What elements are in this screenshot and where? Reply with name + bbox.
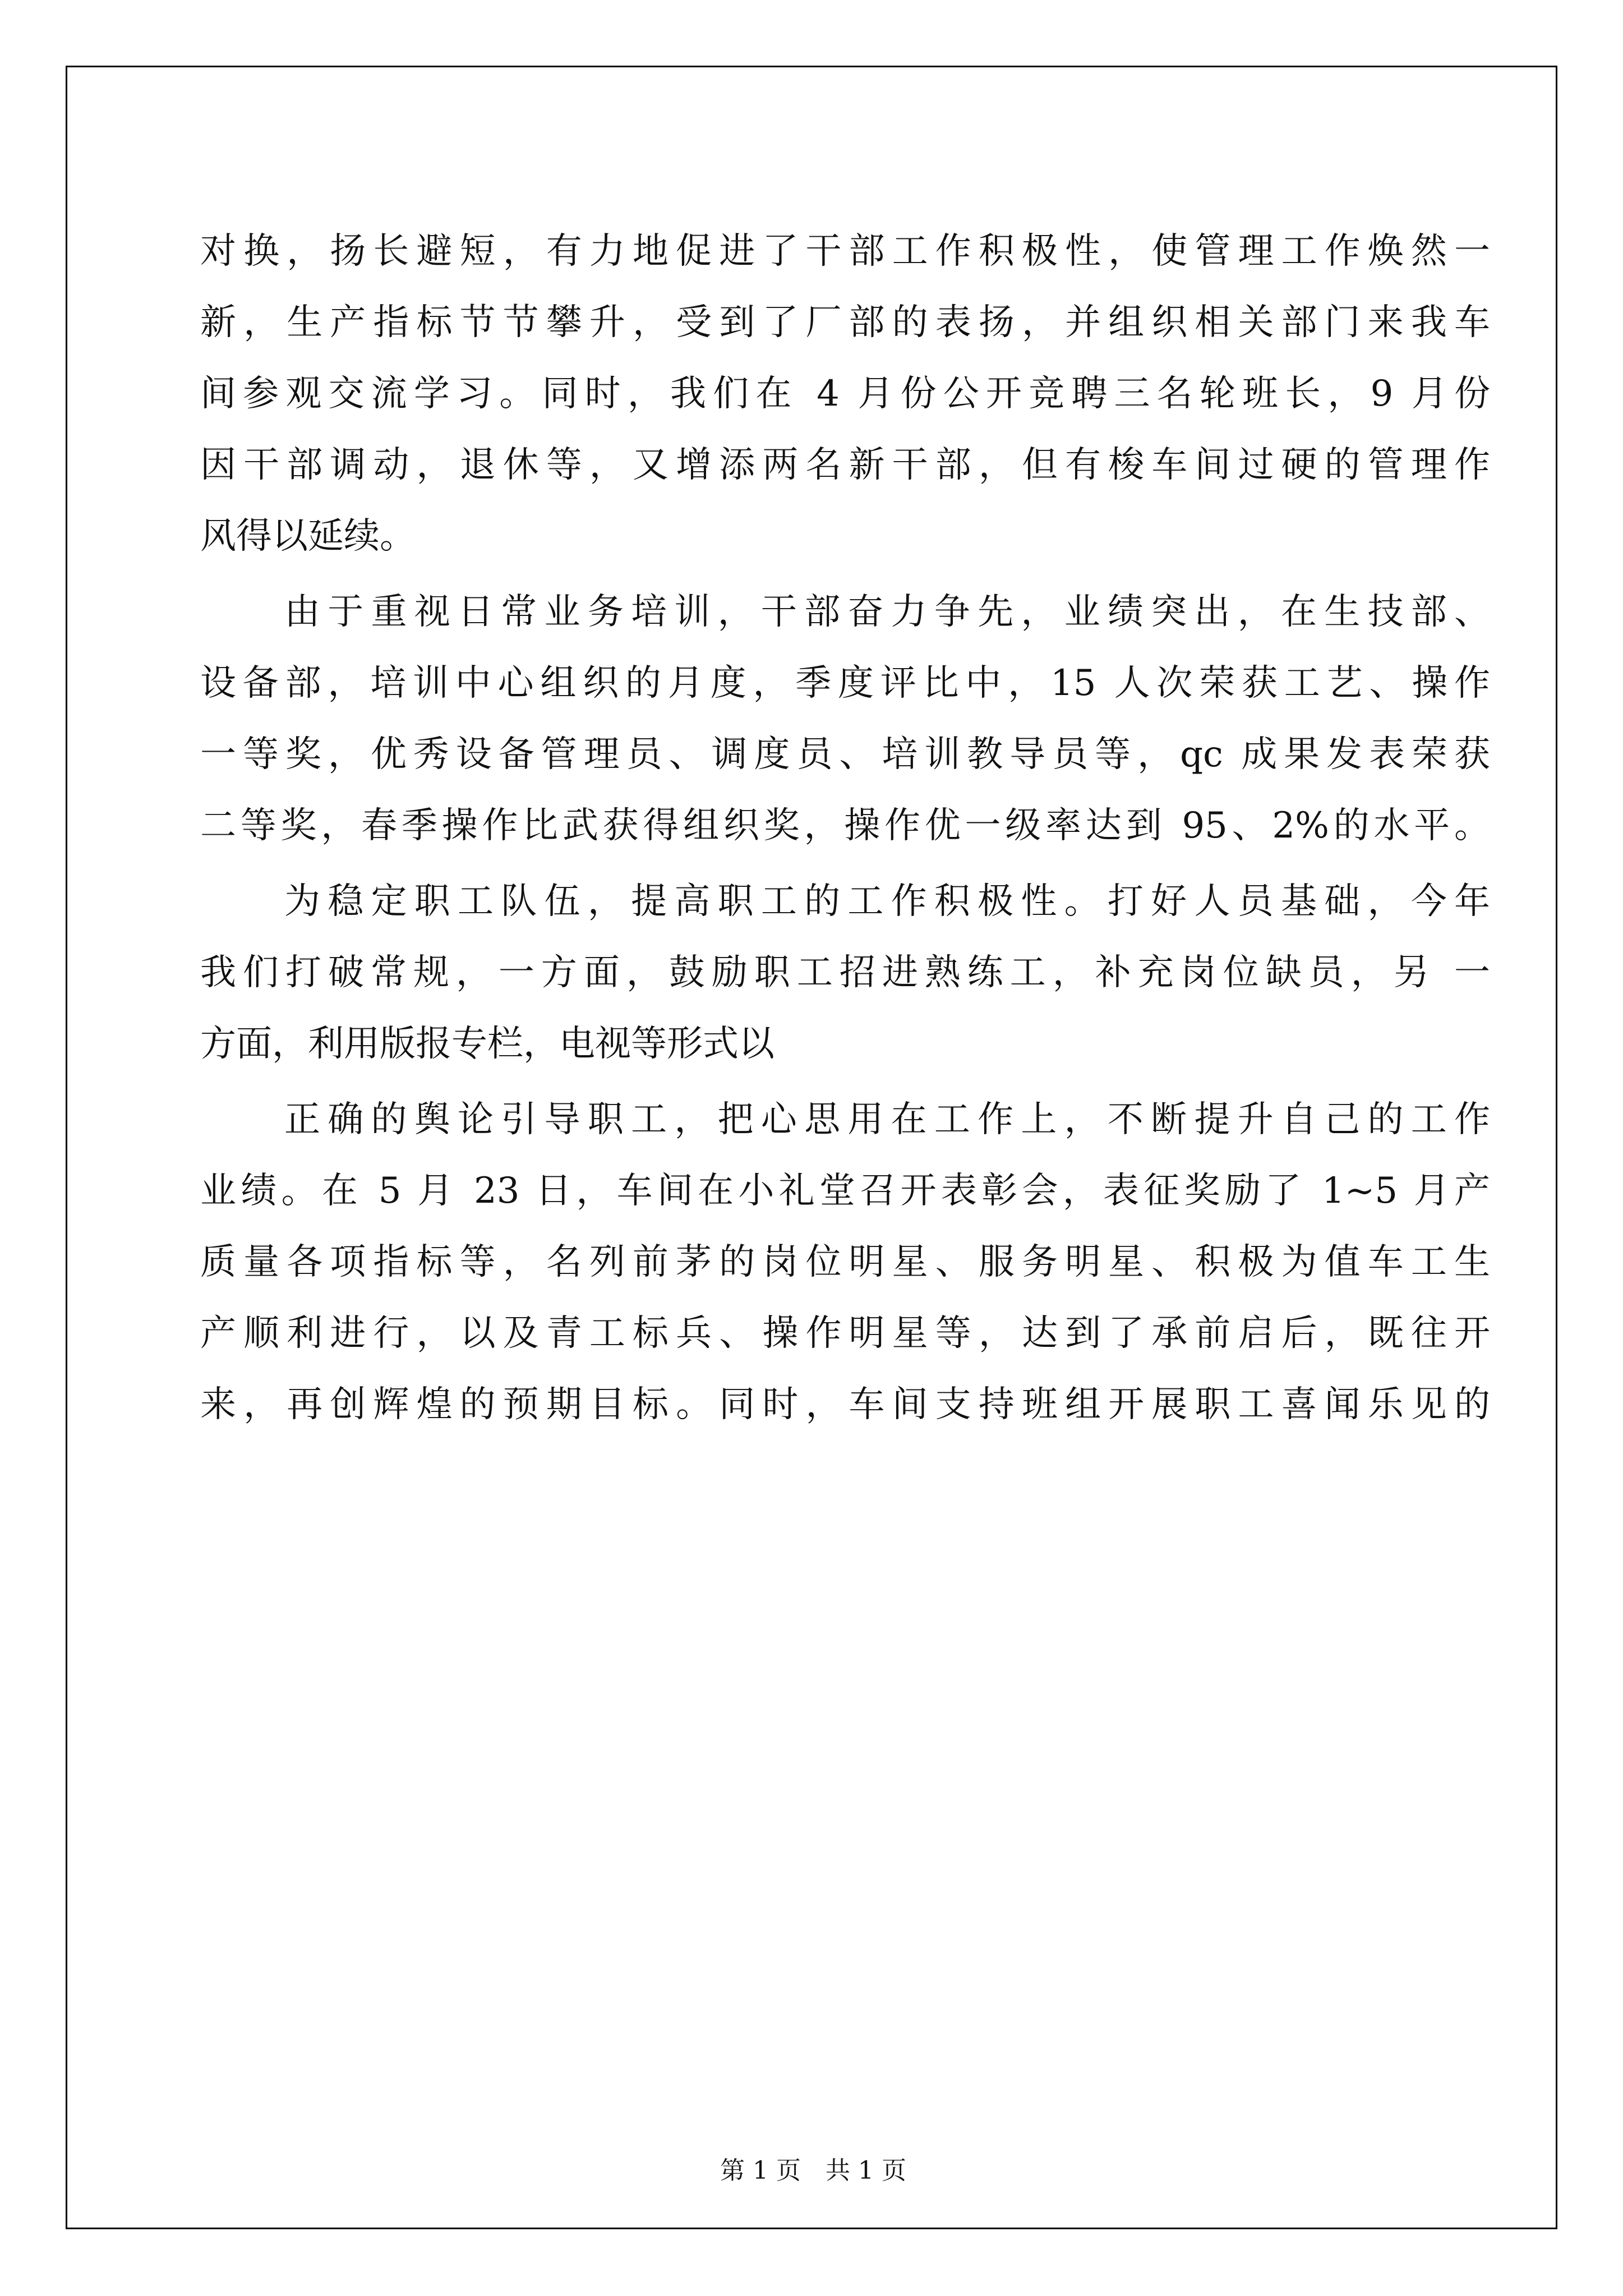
text-line: 质量各项指标等，名列前茅的岗位明星、服务明星、积极为值车工生: [200, 1241, 1490, 1283]
text-line: 正确的舆论引导职工，把心思用在工作上，不断提升自己的工作: [284, 1099, 1490, 1140]
text-line: 因干部调动，退休等，又增添两名新干部，但有梭车间过硬的管理作: [200, 444, 1490, 486]
text-line: 设备部，培训中心组织的月度，季度评比中，15 人次荣获工艺、操作: [200, 662, 1490, 704]
text-line: 方面，利用版报专栏，电视等形式以: [200, 1023, 774, 1065]
text-line: 产顺利进行，以及青工标兵、操作明星等，达到了承前启后，既往开: [200, 1313, 1490, 1354]
page-frame: [66, 66, 1557, 2229]
text-line: 二等奖，春季操作比武获得组织奖，操作优一级率达到 95、2%的水平。: [200, 805, 1490, 846]
text-line: 风得以延续。: [200, 516, 416, 557]
text-line: 为稳定职工队伍，提高职工的工作积极性。打好人员基础，今年: [284, 881, 1490, 922]
text-line: 对换，扬长避短，有力地促进了干部工作积极性，使管理工作焕然一: [200, 231, 1490, 272]
text-line: 来，再创辉煌的预期目标。同时，车间支持班组开展职工喜闻乐见的: [200, 1384, 1490, 1425]
text-line: 由于重视日常业务培训，干部奋力争先，业绩突出，在生技部、: [284, 591, 1490, 633]
text-line: 业绩。在 5 月 23 日，车间在小礼堂召开表彰会，表征奖励了 1~5 月产: [200, 1170, 1490, 1212]
text-line: 我们打破常规，一方面，鼓励职工招进熟练工，补充岗位缺员，另 一: [200, 952, 1490, 993]
text-line: 新，生产指标节节攀升，受到了厂部的表扬，并组织相关部门来我车: [200, 302, 1490, 343]
text-line: 间参观交流学习。同时，我们在 4 月份公开竞聘三名轮班长，9 月份: [200, 373, 1490, 415]
page-number-footer: 第 1 页 共 1 页: [720, 2156, 906, 2185]
text-line: 一等奖，优秀设备管理员、调度员、培训教导员等，qc 成果发表荣获: [200, 734, 1490, 775]
